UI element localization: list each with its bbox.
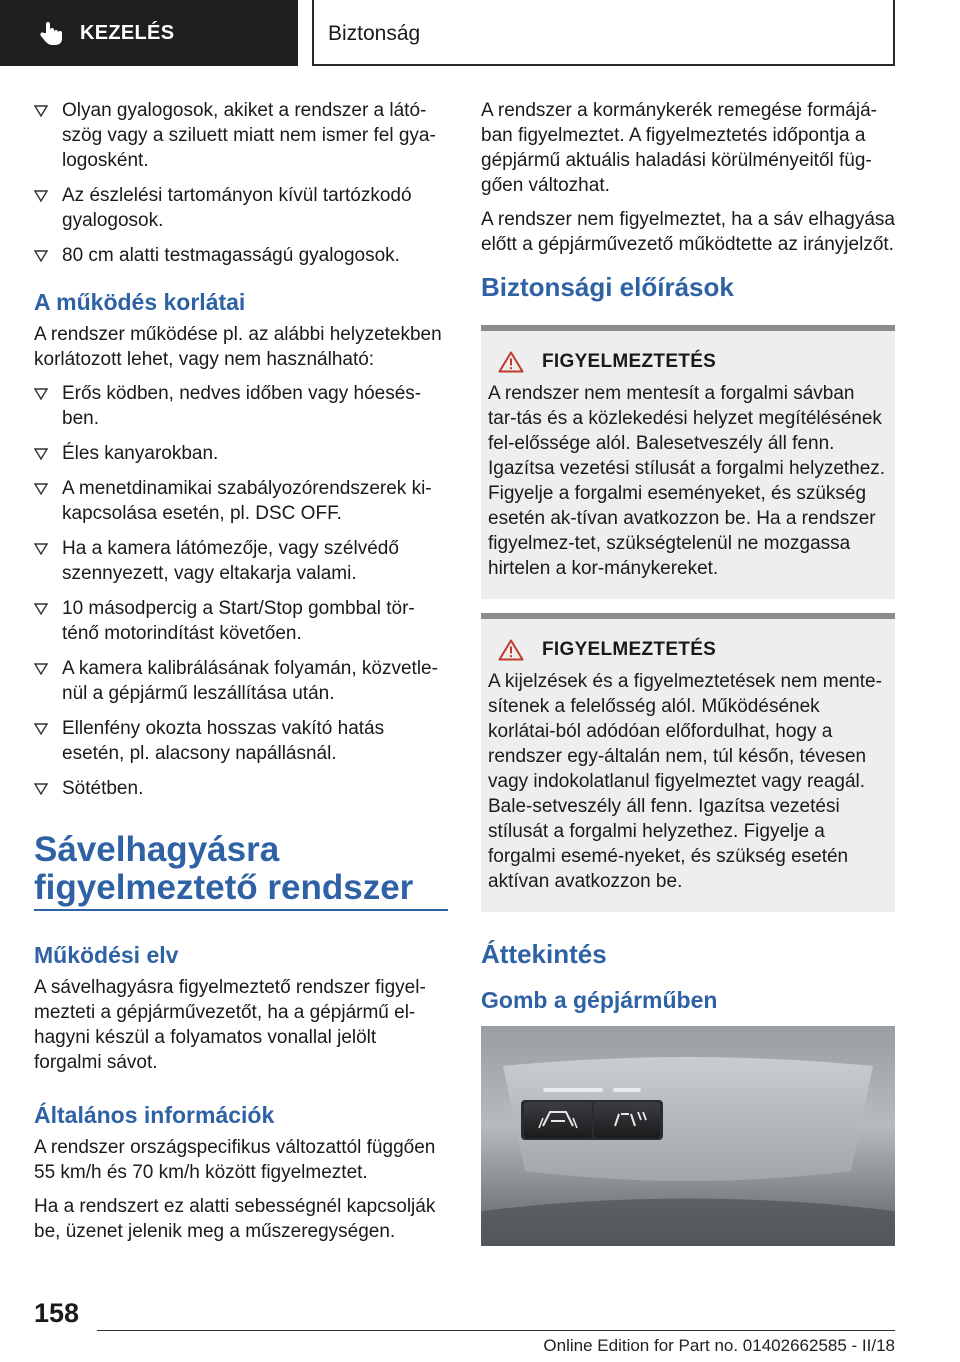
footer-rule <box>97 1330 895 1331</box>
warning-behavior-text: A rendszer a kormánykerék remegése formájá-ban figyelmeztet. A figyelmeztetés időpontja a gépjármű aktuális haladási körülményeitől füg-gően változhat. <box>481 100 877 196</box>
bullet-triangle-icon <box>34 723 48 735</box>
button-heading: Gomb a gépjárműben <box>481 987 718 1013</box>
list-item: Ha a kamera látómezője, vagy szélvédő szennyezett, vagy eltakarja valami. <box>34 536 448 586</box>
bullet-triangle-icon <box>34 663 48 675</box>
page-number: 158 <box>34 1298 80 1328</box>
bullet-triangle-icon <box>34 190 48 202</box>
bullet-triangle-icon <box>34 388 48 400</box>
right-column <box>481 98 895 1251</box>
list-item: Ellenfény okozta hosszas vakító hatás esetén, pl. alacsony napállásnál. <box>34 716 448 766</box>
warning-box-2 <box>481 613 895 912</box>
list-item: Erős ködben, nedves időben vagy hóesés-ben. <box>34 381 448 431</box>
list-item: A menetdinamikai szabályozórendszerek ki-kapcsolása esetén, pl. DSC OFF. <box>34 476 448 526</box>
list-item: A kamera kalibrálásának folyamán, közvetle-nül a gépjármű leszállítása után. <box>34 656 448 706</box>
bullet-triangle-icon <box>34 448 48 460</box>
left-column <box>34 98 448 1253</box>
list-item: 80 cm alatti testmagasságú gyalogosok. <box>34 243 448 268</box>
limits-heading: A működés korlátai <box>34 289 246 315</box>
limits-list <box>34 381 448 801</box>
bullet-triangle-icon <box>34 783 48 795</box>
turn-signal-text: A rendszer nem figyelmeztet, ha a sáv elhagyása előtt a gépjárművezető működtette az irányjelzőt. <box>481 209 896 255</box>
list-item: Olyan gyalogosok, akiket a rendszer a látó-szög vagy a sziluett miatt nem ismer fel gya-logosként. <box>34 98 448 173</box>
edition-note: Online Edition for Part no. 01402662585 - II/18 <box>543 1336 895 1355</box>
general-text-1: A rendszer országspecifikus változattól függően 55 km/h és 70 km/h között figyelmeztet. <box>34 1137 436 1183</box>
principle-heading: Működési elv <box>34 942 179 968</box>
bullet-triangle-icon <box>34 603 48 615</box>
general-heading: Általános információk <box>34 1102 275 1128</box>
subsection-title: Biztonság <box>312 0 895 66</box>
limits-text: A rendszer működése pl. az alábbi helyzetekben korlátozott lehet, vagy nem használható: <box>34 324 442 370</box>
section-tab <box>0 0 298 66</box>
general-text-2: Ha a rendszert ez alatti sebességnél kapcsolják be, üzenet jelenik meg a műszeregységen. <box>34 1196 436 1242</box>
list-item: Az észlelési tartományon kívül tartózkodó gyalogosok. <box>34 183 448 233</box>
warning-triangle-icon <box>498 639 524 661</box>
pedestrian-list <box>34 98 448 268</box>
chapter-heading: Sávelhagyásra figyelmeztető rendszer <box>34 830 414 907</box>
vehicle-button-photo <box>481 1026 895 1246</box>
principle-text: A sávelhagyásra figyelmeztető rendszer figyel-mezteti a gépjárművezetőt, ha a gépjármű el-hagyni készül a folyamatos vonallal jelölt forgalmi sávot. <box>34 977 426 1073</box>
hand-pointer-icon <box>38 20 64 46</box>
bullet-triangle-icon <box>34 250 48 262</box>
bullet-triangle-icon <box>34 105 48 117</box>
safety-heading: Biztonsági előírások <box>481 272 734 302</box>
warning-text: A kijelzések és a figyelmeztetések nem mente-sítenek a felelősség alól. Működésének korlátai-ból adódóan előfordulhat, hogy a rendszer egy-általán nem, túl későn, tévesen vagy indokolatlanul figyelmeztet vagy reagál. Bale-setveszély áll fenn. Igazítsa vezetési stílusát a forgalmi helyzethez. Figyelje a forgalmi esemé-nyeket, és szükség esetén aktívan avatkozzon be. <box>488 671 882 892</box>
warning-box-1 <box>481 325 895 599</box>
heading-rule <box>34 909 448 911</box>
overview-heading: Áttekintés <box>481 939 607 969</box>
list-item: Éles kanyarokban. <box>34 441 448 466</box>
bullet-triangle-icon <box>34 543 48 555</box>
warning-triangle-icon <box>498 351 524 373</box>
warning-title: FIGYELMEZTETÉS <box>542 351 717 372</box>
section-title: KEZELÉS <box>80 21 175 44</box>
list-item: Sötétben. <box>34 776 448 801</box>
bullet-triangle-icon <box>34 483 48 495</box>
list-item: 10 másodpercig a Start/Stop gombbal tör-ténő motorindítást követően. <box>34 596 448 646</box>
warning-title: FIGYELMEZTETÉS <box>542 639 717 660</box>
warning-text: A rendszer nem mentesít a forgalmi sávban tar-tás és a közlekedési helyzet megítélésének fel-előssége alól. Balesetveszély áll fenn. Igazítsa vezetési stílusát a forgalmi helyzethez. Figyelje a forgalmi eseményeket, és szükség esetén ak-tívan avatkozzon be. Ha a rendszer figyelmez-tet, szükségtelenül ne mozgassa hirtelen a kor-mánykereket. <box>488 383 886 579</box>
